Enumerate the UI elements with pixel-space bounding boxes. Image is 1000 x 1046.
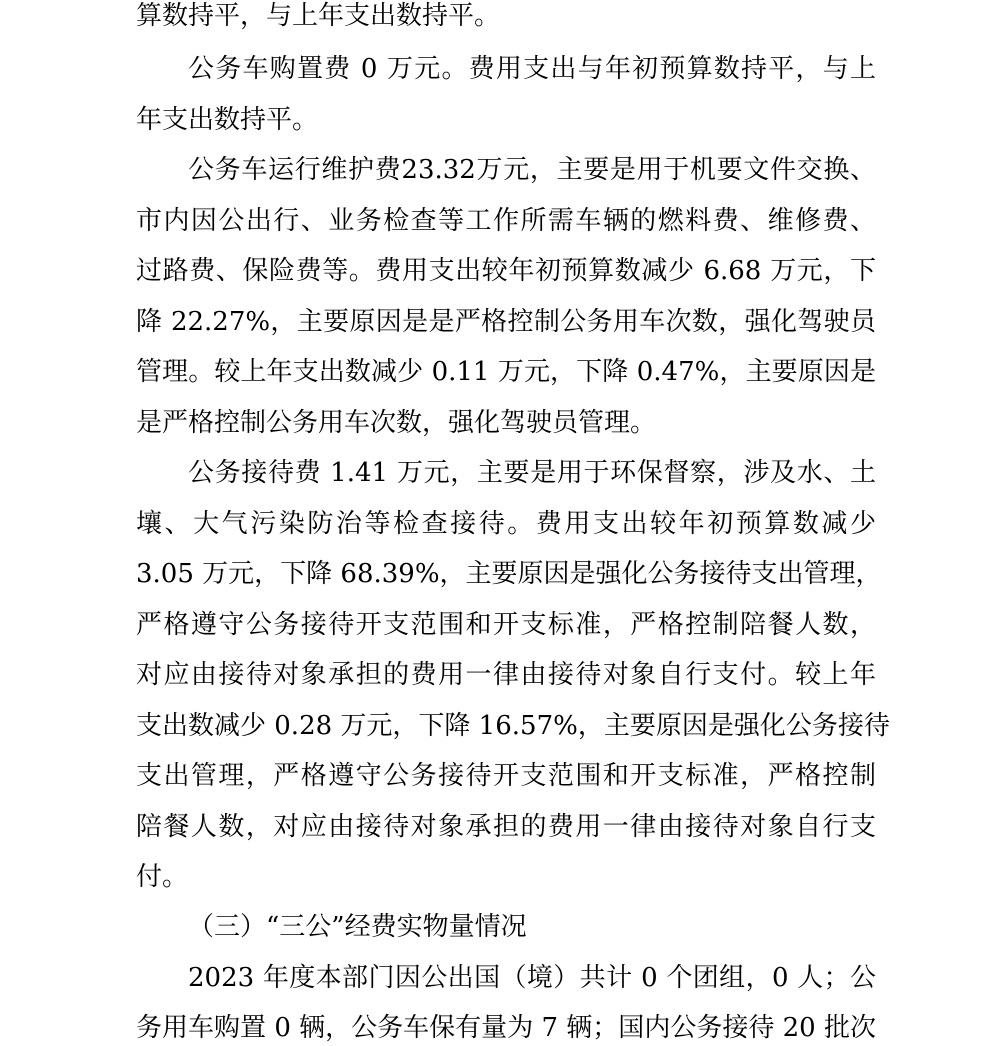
text-line-7: 降 22.27%，主要原因是是严格控制公务用车次数，强化驾驶员	[136, 307, 876, 337]
text-line-3: 年支出数持平。	[136, 105, 319, 135]
text-line-12: 3.05 万元，下降 68.39%，主要原因是强化公务接待支出管理，	[136, 559, 882, 589]
text-line-16: 支出管理，严格遵守公务接待开支范围和开支标准，严格控制	[136, 761, 876, 791]
text-line-2: 公务车购置费 0 万元。费用支出与年初预算数持平，与上	[188, 54, 876, 84]
text-line-17: 陪餐人数，对应由接待对象承担的费用一律由接待对象自行支	[136, 812, 876, 842]
text-line-13: 严格遵守公务接待开支范围和开支标准，严格控制陪餐人数，	[136, 610, 876, 640]
text-line-8: 管理。较上年支出数减少 0.11 万元，下降 0.47%，主要原因是	[136, 357, 876, 387]
text-line-14: 对应由接待对象承担的费用一律由接待对象自行支付。较上年	[136, 660, 876, 690]
section-heading: （三）“三公”经费实物量情况	[188, 912, 527, 942]
text-line-21: 务用车购置 0 辆，公务车保有量为 7 辆；国内公务接待 20 批次	[136, 1013, 876, 1043]
text-line-1: 算数持平，与上年支出数持平。	[136, 1, 501, 31]
text-line-9: 是严格控制公务用车次数，强化驾驶员管理。	[136, 408, 657, 438]
text-line-20: 2023 年度本部门因公出国（境）共计 0 个团组，0 人；公	[188, 963, 876, 993]
text-line-11: 壤、大气污染防治等检查接待。费用支出较年初预算数减少	[136, 509, 876, 539]
text-line-15: 支出数减少 0.28 万元，下降 16.57%，主要原因是强化公务接待	[136, 711, 890, 741]
text-line-18: 付。	[136, 862, 189, 892]
text-line-6: 过路费、保险费等。费用支出较年初预算数减少 6.68 万元，下	[136, 256, 876, 286]
text-line-5: 市内因公出行、业务检查等工作所需车辆的燃料费、维修费、	[136, 206, 876, 236]
text-line-4: 公务车运行维护费23.32万元，主要是用于机要文件交换、	[188, 155, 876, 185]
text-line-10: 公务接待费 1.41 万元，主要是用于环保督察，涉及水、土	[188, 458, 876, 488]
